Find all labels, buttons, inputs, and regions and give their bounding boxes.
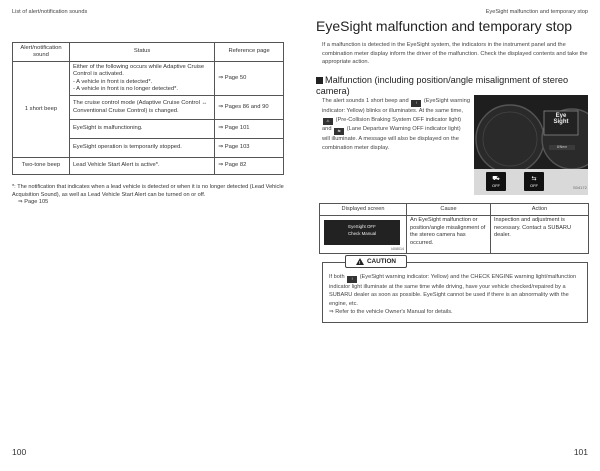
footnote (12, 184, 286, 207)
eyesight-warning-icon: ! (347, 276, 357, 283)
caution-text-part: (EyeSight warning indicator: Yellow) and the CHECK ENGINE warning light/malfunction indicator light illuminate at the same time while driving, have your vehicle checked/repaired by a SUBARU dealer as soon as possible. EyeSight cannot be used if there is an abnormality with the engine, etc. (329, 274, 577, 307)
cluster-corner-code: 8/Nem (556, 145, 568, 149)
body-text-part: (EyeSight warning indicator: Yellow) blinks or illuminates. At the same time, (322, 98, 470, 114)
malfunction-description (322, 97, 470, 153)
warning-triangle-icon: ! (356, 258, 364, 265)
right-page-number: 101 (573, 447, 588, 457)
eyesight-cluster-label: Eye Sight (553, 113, 569, 126)
col-header-ref: Reference page (215, 43, 284, 62)
footnote-ref: ⇒ Page 105 (18, 199, 49, 206)
sound-cell: 1 short beep (13, 62, 70, 158)
caution-box (322, 262, 588, 323)
caution-ref: ⇒ Refer to the vehicle Owner's Manual for details. (329, 309, 453, 316)
cause-cell: An EyeSight malfunction or position/angle misalignment of the stereo camera has occurred. (407, 215, 491, 253)
col-header-displayed-screen: Displayed screen (320, 204, 407, 216)
lane-departure-off-icon: ⇆ (334, 128, 344, 135)
status-cell (69, 62, 214, 96)
status-line: Either of the following occurs while Adaptive Cruise Control is activated. (72, 63, 205, 78)
table-header-row (320, 204, 589, 216)
ref-cell: ⇒ Pages 86 and 90 (215, 96, 284, 120)
caution-label (345, 255, 407, 268)
col-header-action: Action (491, 204, 589, 216)
col-header-cause: Cause (407, 204, 491, 216)
left-running-head: List of alert/notification sounds (12, 9, 88, 15)
status-cell: EyeSight is malfunctioning. (69, 120, 214, 139)
sound-cell: Two-tone beep (13, 158, 70, 175)
intro-paragraph: If a malfunction is detected in the EyeSight system, the indicators in the instrument panel and the combination meter display inform the driver of the malfunction. Check the displayed contents and take the appropriate action. (322, 42, 588, 66)
section-heading (316, 75, 592, 97)
lane-departure-off-cluster-icon: ⇆ OFF (530, 176, 538, 188)
action-cell: Inspection and adjustment is necessary. Contact a SUBARU dealer. (491, 215, 589, 253)
ref-cell: ⇒ Page 50 (215, 62, 284, 96)
ref-cell: ⇒ Page 82 (215, 158, 284, 175)
table-header-row (13, 43, 284, 62)
status-cell: The cruise control mode (Adaptive Cruise Control ↔ Conventional Cruise Control) is changed. (69, 96, 214, 120)
status-cell: EyeSight operation is temporarily stopped. (69, 139, 214, 158)
caution-label-text: CAUTION (366, 258, 397, 265)
pre-collision-off-icon: ⚠ (323, 118, 333, 125)
body-text-part: (Pre-Collision Braking System OFF indicator light) and (322, 116, 462, 133)
left-page-number: 100 (12, 447, 27, 457)
page-title: EyeSight malfunction and temporary stop (316, 18, 573, 34)
table-row (13, 62, 284, 96)
table-row (13, 158, 284, 175)
ref-cell: ⇒ Page 101 (215, 120, 284, 139)
status-cell: Lead Vehicle Start Alert is active*. (69, 158, 214, 175)
alert-sound-table (12, 42, 284, 175)
pre-collision-off-cluster-icon: ⛟ OFF (492, 176, 500, 188)
instrument-cluster-illustration (474, 95, 588, 195)
ref-cell: ⇒ Page 103 (215, 139, 284, 158)
status-line: - A vehicle in front is detected*. (72, 78, 153, 85)
col-header-sound: Alert/notification sound (13, 43, 70, 62)
body-text-part: The alert sounds 1 short beep and (322, 98, 409, 104)
eyesight-warning-icon: ! (411, 100, 421, 107)
caution-text-part: If both (329, 274, 345, 280)
col-header-status: Status (69, 43, 214, 62)
figure-code: S04172 (573, 185, 587, 190)
status-line: - A vehicle in front is no longer detected*. (72, 86, 178, 93)
right-running-head: EyeSight malfunction and temporary stop (485, 9, 588, 15)
footnote-text: The notification that indicates when a lead vehicle is detected or when it is no longer detected (Lead Vehicle Acquisition Sound), as well as Lead Vehicle Start Alert can be turned on or off. (12, 184, 284, 198)
footnote-mark: *: (12, 184, 16, 190)
section-heading-text: Malfunction (including position/angle misalignment of stereo camera) (316, 75, 569, 97)
action-table (319, 203, 589, 254)
section-square-icon (316, 77, 323, 84)
table-row (320, 215, 589, 253)
screen-code: I408014 (391, 246, 404, 251)
displayed-screen-cell (320, 215, 407, 253)
body-text-part: (Lane Departure Warning OFF indicator light) will illuminate. A message will also be displayed on the combination meter display. (322, 126, 461, 151)
meter-display-image: EyeSight OFF Check Manual (324, 220, 400, 245)
